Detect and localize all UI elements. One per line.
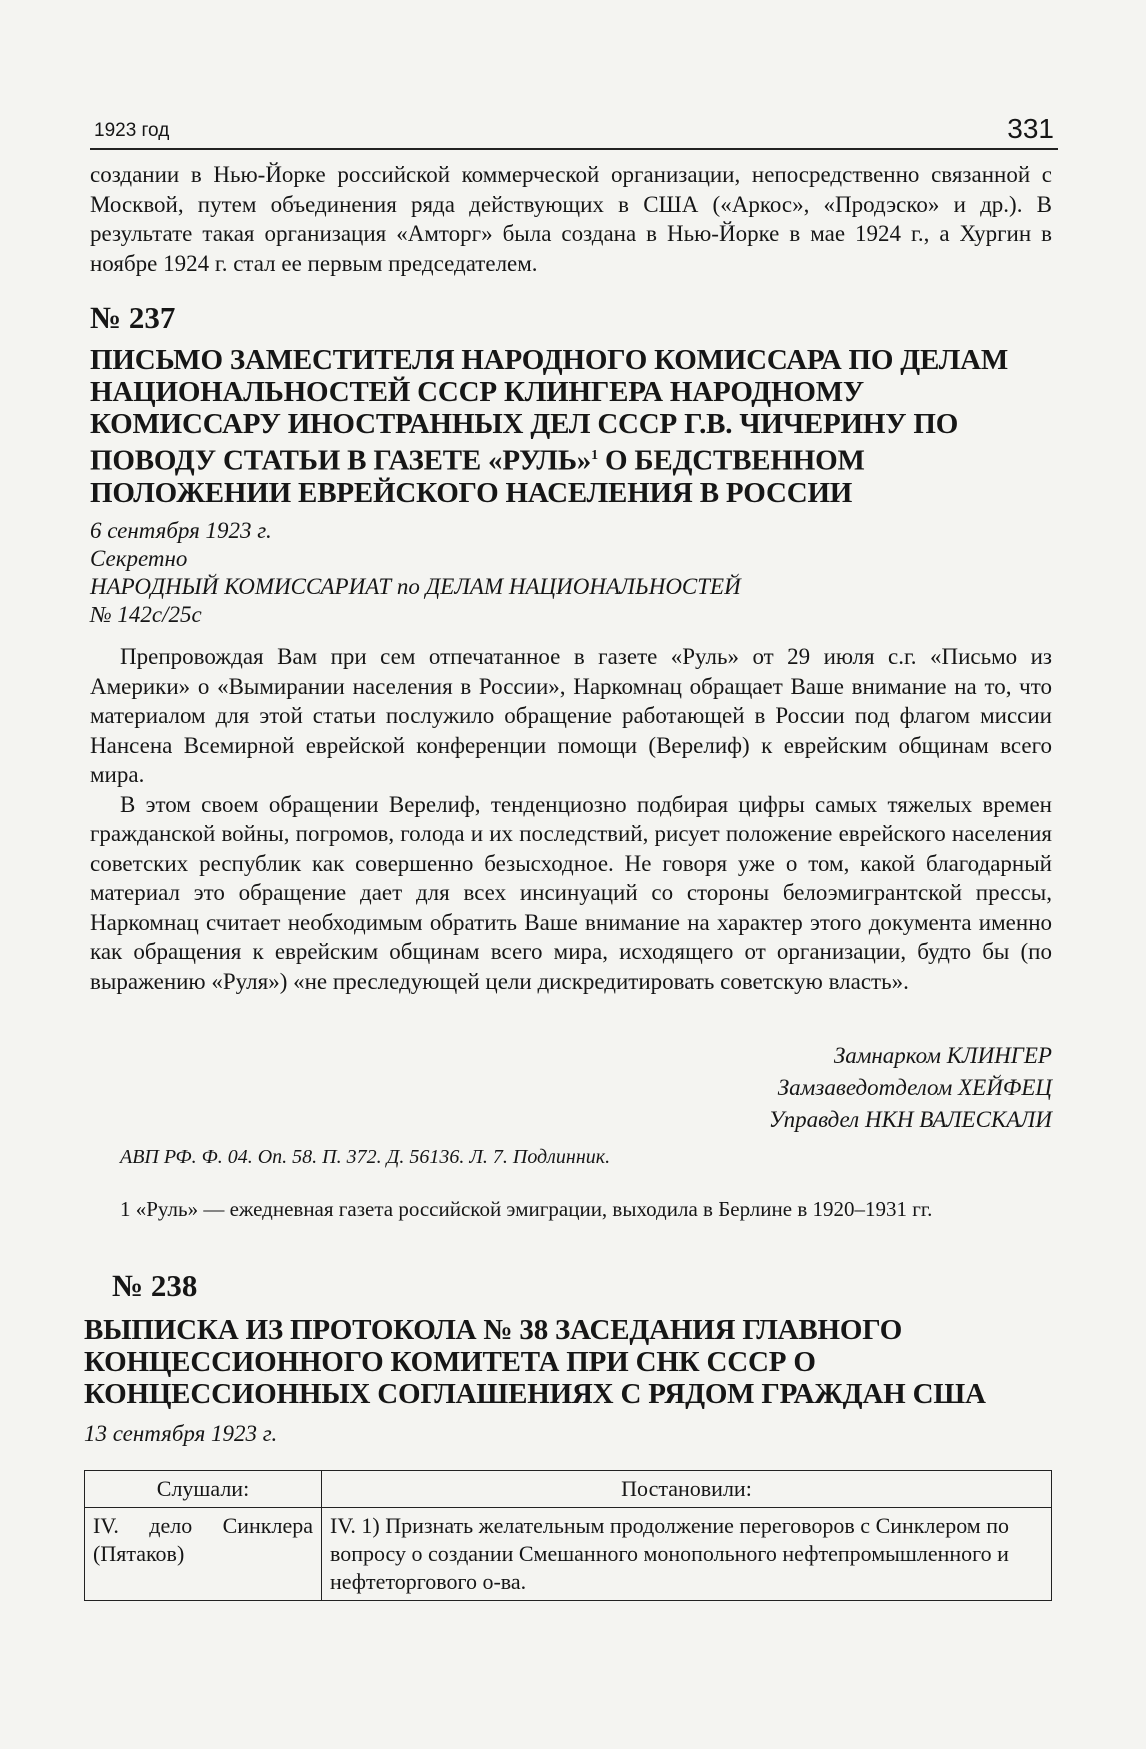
footnote-text: «Руль» — ежедневная газета российской эмиграции, выходила в Берлине в 1920–1931 гг. [130,1197,933,1221]
doc-237-date: 6 сентября 1923 г. [90,518,272,543]
doc-237-title-footnote-mark: 1 [591,448,598,463]
doc-237-body [90,642,1052,996]
signature-name: КЛИНГЕР [946,1043,1052,1068]
doc-237-ref: № 142с/25с [90,602,202,627]
intro-paragraph: создании в Нью-Йорке российской коммерческой организации, непосредственно связанной с Москвой, путем объединения ряда действующих в США («Аркос», «Продэско» и др.). В результате такая организация «Амторг» была создана в Нью-Йорке в мае 1924 г., а Хургин в ноябре 1924 г. стал ее первым председателем. [90,162,1052,276]
table-cell: IV. дело Синклера (Пятаков) [85,1508,322,1601]
table-cell: IV. 1) Признать желательным продолжение переговоров с Синклером по вопросу о создании Смешанного монопольного нефтепромышленного и нефтеторгового о-ва. [322,1508,1052,1601]
signature-role: Замзаведотделом [777,1075,953,1100]
doc-237-org-rest: по ДЕЛАМ НАЦИОНАЛЬНОСТЕЙ [391,574,741,599]
signature-role: Замнарком [833,1043,941,1068]
table-header-row [85,1471,1052,1508]
footnote-mark: 1 [120,1197,131,1221]
doc-237-org [90,573,1052,601]
doc-237-number: № 237 [90,300,176,335]
running-header [90,112,1058,150]
table-header-cell: Слушали: [85,1471,322,1508]
table-row [85,1508,1052,1601]
intro-block [90,160,1052,278]
protocol-table [84,1470,1052,1601]
signature-name: ХЕЙФЕЦ [958,1075,1052,1100]
doc-237-title [90,344,1052,509]
doc-237-paragraph-1: Препровождая Вам при сем отпечатанное в газете «Руль» от 29 июля с.г. «Письмо из Америки» о «Вымирании населения в России», Наркомнац обращает Ваше внимание на то, что материалом для этой статьи послужило обращение работающей в России под флагом миссии Нансена Всемирной еврейской конференции помощи (Верелиф) к еврейским общинам всего мира. [90,644,1052,787]
doc-238-title: ВЫПИСКА ИЗ ПРОТОКОЛА № 38 ЗАСЕДАНИЯ ГЛАВНОГО КОНЦЕССИОННОГО КОМИТЕТА ПРИ СНК СССР О КОНЦЕССИОННЫХ СОГЛАШЕНИЯХ С РЯДОМ ГРАЖДАН США [84,1314,986,1410]
doc-237-title-part1: ПИСЬМО ЗАМЕСТИТЕЛЯ НАРОДНОГО КОМИССАРА ПО ДЕЛАМ НАЦИОНАЛЬНОСТЕЙ СССР КЛИНГЕРА НАРОДНОМУ КОМИССАРУ ИНОСТРАННЫХ ДЕЛ СССР Г.В. ЧИЧЕРИНУ ПО ПОВОДУ СТАТЬИ В ГАЗЕТЕ «РУЛЬ» [90,344,1009,477]
signature-line [90,1040,1052,1072]
doc-237-signatures [90,1040,1052,1136]
table-header-cell: Постановили: [322,1471,1052,1508]
archive-source: АВП РФ. Ф. 04. Оп. 58. П. 372. Д. 56136. Л. 7. Подлинник. [120,1146,611,1168]
doc-237-org-caps: НАРОДНЫЙ КОМИССАРИАТ [90,574,392,599]
signature-line [90,1072,1052,1104]
signature-role: Управдел [768,1107,860,1132]
header-year: 1923 год [94,120,170,141]
doc-237-title-part2: О БЕДСТВЕННОМ ПОЛОЖЕНИИ ЕВРЕЙСКОГО НАСЕЛЕНИЯ В РОССИИ [90,444,865,509]
signature-line [90,1104,1052,1136]
doc-238-number: № 238 [112,1268,198,1303]
footnote [90,1196,1052,1223]
signature-name: НКН ВАЛЕСКАЛИ [864,1107,1052,1132]
doc-237-classification: Секретно [90,546,188,571]
doc-238-date: 13 сентября 1923 г. [84,1421,278,1446]
doc-237-meta [90,517,1052,629]
doc-237-paragraph-2: В этом своем обращении Верелиф, тенденциозно подбирая цифры самых тяжелых времен гражданской войны, погромов, голода и их последствий, рисует положение еврейского населения советских республик как совершенно безысходное. Не говоря уже о том, какой благодарный материал это обращение дает для всех инсинуаций со стороны белоэмигрантской прессы, Наркомнац считает необходимым обратить Ваше внимание на характер этого документа именно как обращения к еврейским общинам всего мира, исходящего от организации, будто бы (по выражению «Руля») «не преследующей цели дискредитировать советскую власть». [90,791,1052,994]
page-number: 331 [1007,113,1054,144]
